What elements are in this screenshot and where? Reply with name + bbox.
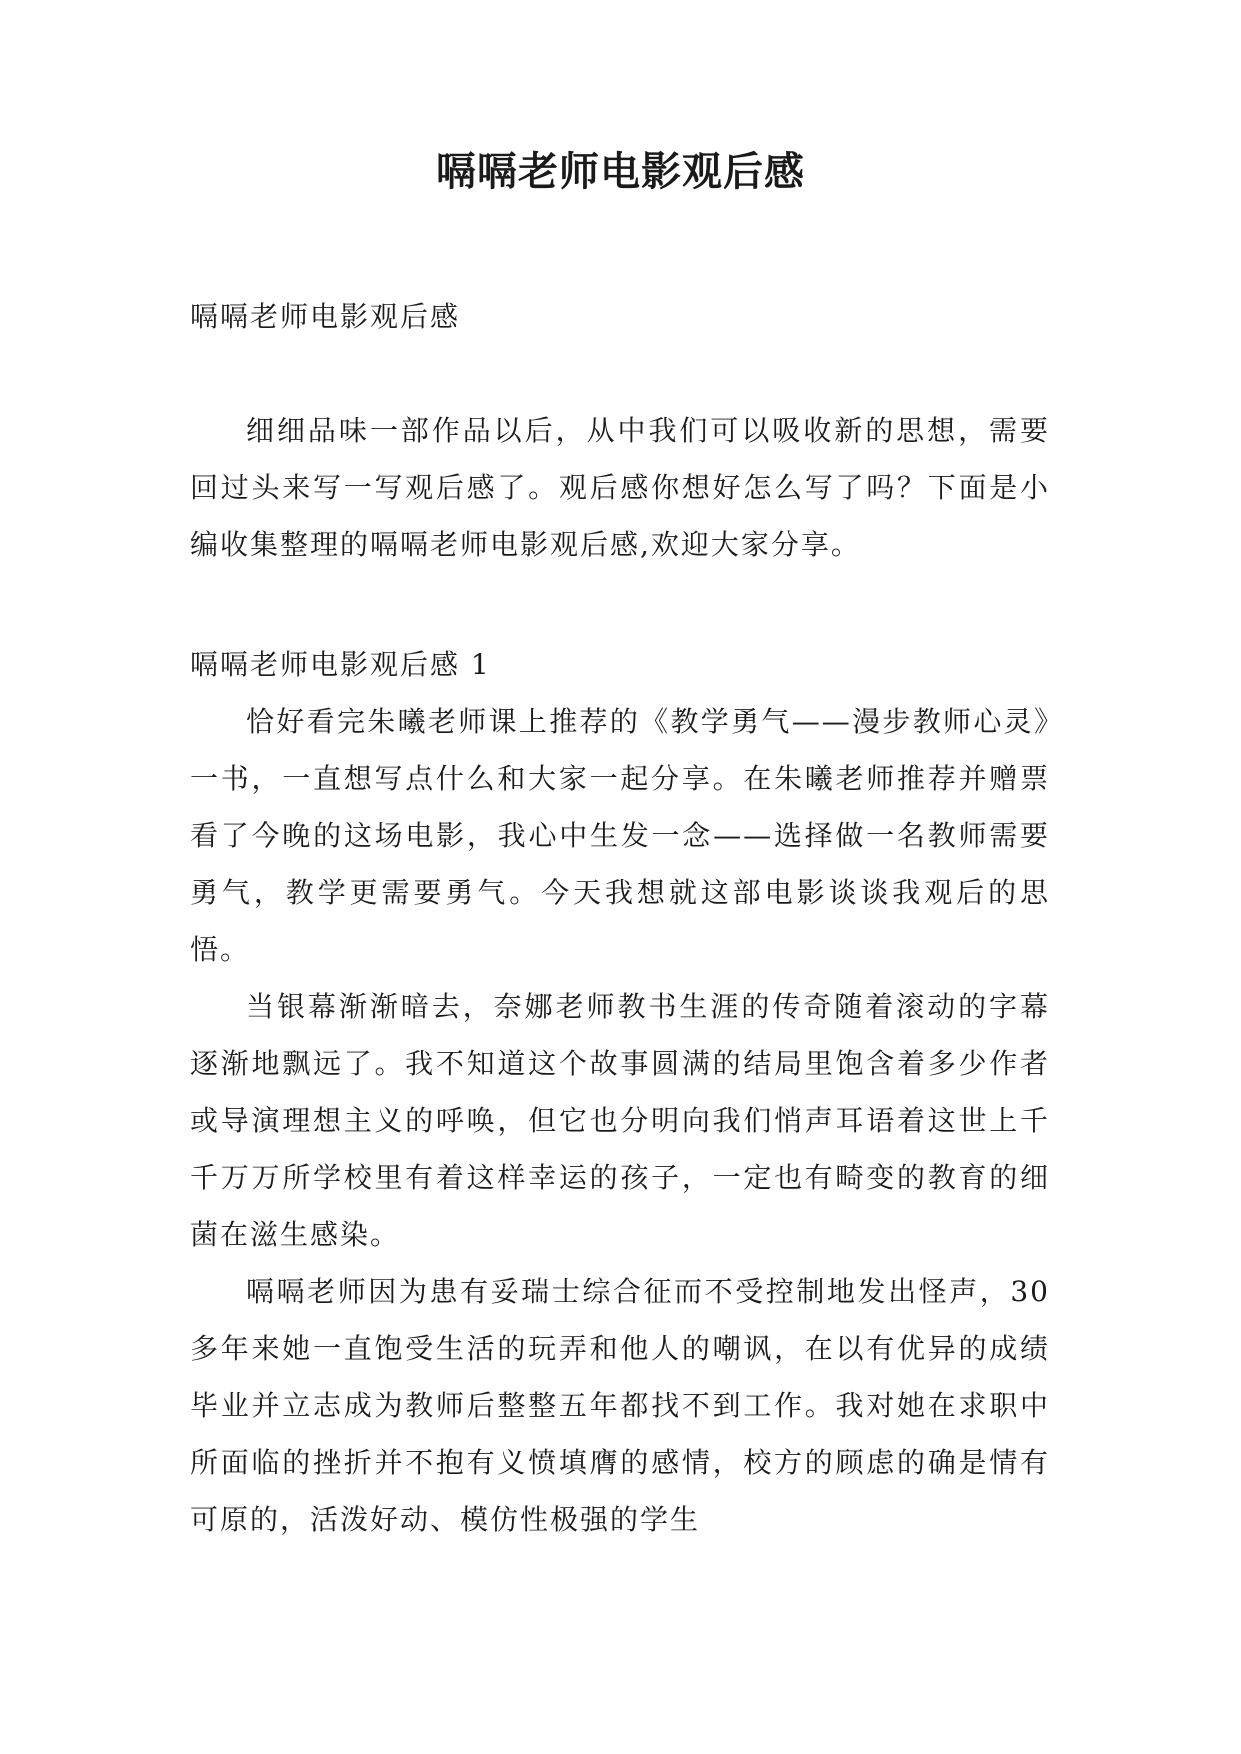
- section-heading-block: [190, 636, 1050, 693]
- document-title: 嗝嗝老师电影观后感: [436, 148, 805, 195]
- subtitle-text: 嗝嗝老师电影观后感: [190, 300, 461, 333]
- intro-block: [190, 402, 1050, 573]
- body-paragraph-2: 当银幕渐渐暗去，奈娜老师教书生涯的传奇随着滚动的字幕逐渐地飘远了。我不知道这个故事圆满的结局里饱含着多少作者或导演理想主义的呼唤，但它也分明向我们悄声耳语着这世上千千万万所学校里有着这样幸运的孩子，一定也有畸变的教育的细菌在滋生感染。: [190, 990, 1050, 1251]
- body-text: [190, 693, 1050, 1548]
- intro-paragraph: 细细品味一部作品以后，从中我们可以吸收新的思想，需要回过头来写一写观后感了。观后感你想好怎么写了吗？下面是小编收集整理的嗝嗝老师电影观后感,欢迎大家分享。: [190, 414, 1050, 561]
- body-paragraph-3: 嗝嗝老师因为患有妥瑞士综合征而不受控制地发出怪声，30 多年来她一直饱受生活的玩弄和他人的嘲讽，在以有优异的成绩毕业并立志成为教师后整整五年都找不到工作。我对她在求职中所面临的挫折并不抱有义愤填膺的感情，校方的顾虑的确是情有可原的，活泼好动、模仿性极强的学生: [190, 1275, 1050, 1536]
- document-subtitle: [190, 288, 1050, 345]
- body-paragraph-1: 恰好看完朱曦老师课上推荐的《教学勇气——漫步教师心灵》一书，一直想写点什么和大家一起分享。在朱曦老师推荐并赠票看了今晚的这场电影，我心中生发一念——选择做一名教师需要勇气，教学更需要勇气。今天我想就这部电影谈谈我观后的思悟。: [190, 705, 1050, 966]
- section-heading: 嗝嗝老师电影观后感 1: [190, 648, 491, 681]
